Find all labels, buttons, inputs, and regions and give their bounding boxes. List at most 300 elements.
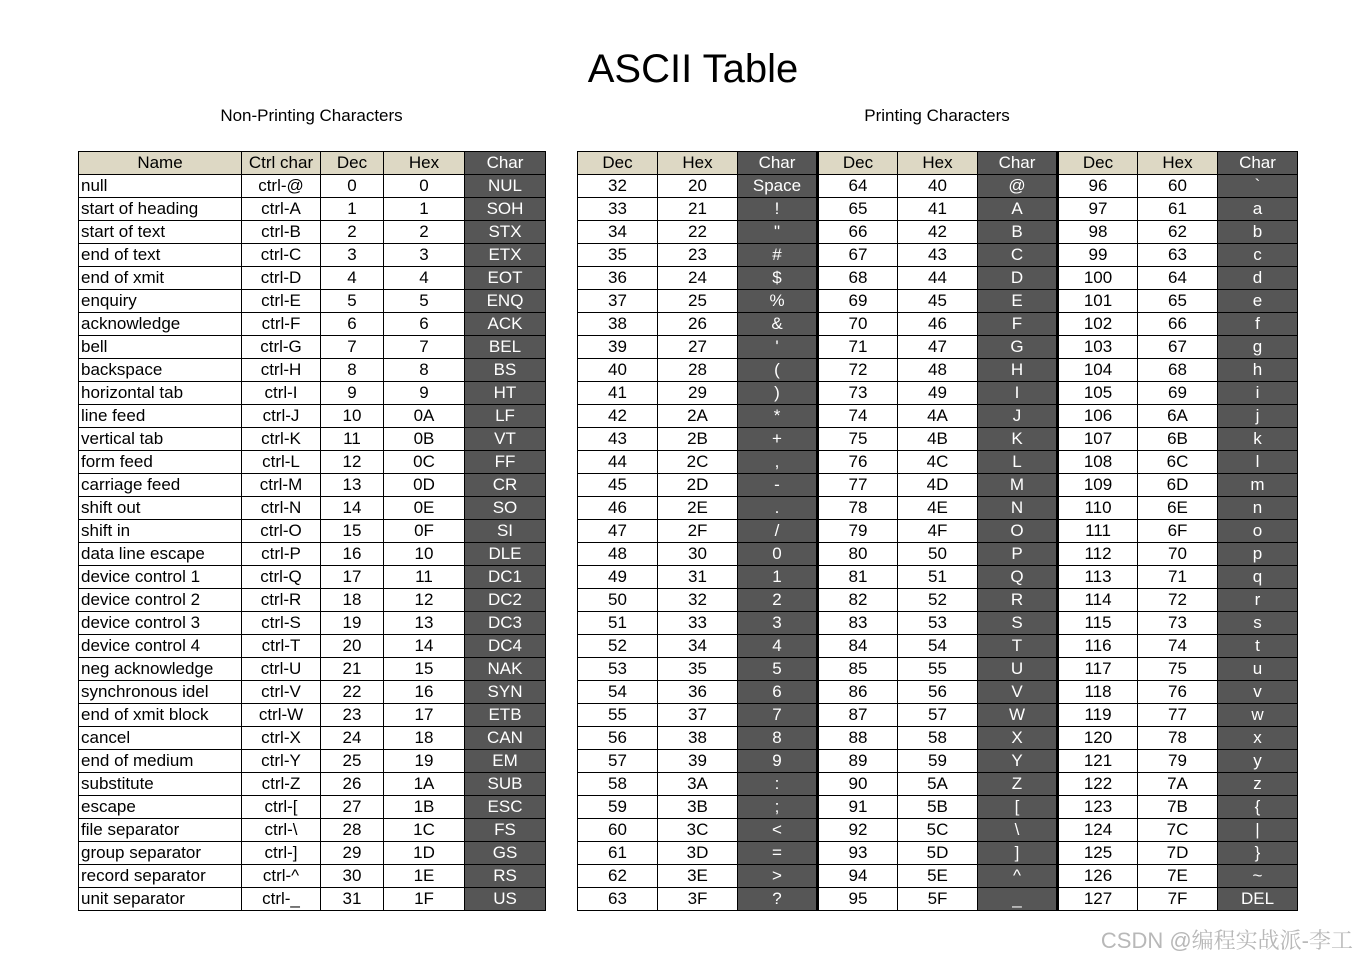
- cell-hex: 6A: [1138, 405, 1218, 428]
- cell-char: x: [1218, 727, 1298, 750]
- cell-dec: 57: [578, 750, 658, 773]
- cell-char: ': [738, 336, 818, 359]
- cell-ctrl-char: ctrl-\: [242, 819, 321, 842]
- table-row: [79, 888, 546, 911]
- cell-char: %: [738, 290, 818, 313]
- cell-dec: 12: [321, 451, 384, 474]
- cell-dec: 69: [818, 290, 898, 313]
- cell-char: DC3: [465, 612, 546, 635]
- cell-hex: 6F: [1138, 520, 1218, 543]
- cell-char: DC1: [465, 566, 546, 589]
- cell-name: end of xmit: [79, 267, 242, 290]
- cell-dec: 16: [321, 543, 384, 566]
- cell-dec: 118: [1058, 681, 1138, 704]
- cell-dec: 114: [1058, 589, 1138, 612]
- cell-dec: 82: [818, 589, 898, 612]
- cell-hex: 34: [658, 635, 738, 658]
- cell-dec: 65: [818, 198, 898, 221]
- cell-hex: 9: [384, 382, 465, 405]
- cell-dec: 22: [321, 681, 384, 704]
- cell-char: 8: [738, 727, 818, 750]
- cell-hex: 51: [898, 566, 978, 589]
- table-row: [79, 520, 546, 543]
- table-row: [578, 451, 1298, 474]
- cell-hex: 63: [1138, 244, 1218, 267]
- cell-hex: 7A: [1138, 773, 1218, 796]
- cell-hex: 7B: [1138, 796, 1218, 819]
- cell-hex: 47: [898, 336, 978, 359]
- cell-dec: 46: [578, 497, 658, 520]
- cell-hex: 38: [658, 727, 738, 750]
- cell-ctrl-char: ctrl-K: [242, 428, 321, 451]
- cell-dec: 31: [321, 888, 384, 911]
- cell-char: ": [738, 221, 818, 244]
- cell-hex: 75: [1138, 658, 1218, 681]
- cell-dec: 48: [578, 543, 658, 566]
- cell-hex: 6: [384, 313, 465, 336]
- cell-char: b: [1218, 221, 1298, 244]
- cell-dec: 67: [818, 244, 898, 267]
- cell-name: vertical tab: [79, 428, 242, 451]
- cell-name: device control 1: [79, 566, 242, 589]
- cell-dec: 55: [578, 704, 658, 727]
- cell-char: Space: [738, 175, 818, 198]
- cell-hex: 61: [1138, 198, 1218, 221]
- cell-ctrl-char: ctrl-M: [242, 474, 321, 497]
- cell-dec: 38: [578, 313, 658, 336]
- cell-char: /: [738, 520, 818, 543]
- cell-hex: 71: [1138, 566, 1218, 589]
- cell-char: N: [978, 497, 1058, 520]
- cell-hex: 78: [1138, 727, 1218, 750]
- cell-char: <: [738, 819, 818, 842]
- cell-hex: 0F: [384, 520, 465, 543]
- cell-dec: 14: [321, 497, 384, 520]
- cell-hex: 62: [1138, 221, 1218, 244]
- cell-dec: 64: [818, 175, 898, 198]
- cell-char: :: [738, 773, 818, 796]
- cell-hex: 25: [658, 290, 738, 313]
- header-hex: Hex: [898, 152, 978, 175]
- cell-char: Q: [978, 566, 1058, 589]
- cell-char: ?: [738, 888, 818, 911]
- cell-hex: 18: [384, 727, 465, 750]
- cell-hex: 57: [898, 704, 978, 727]
- header-dec: Dec: [321, 152, 384, 175]
- cell-hex: 58: [898, 727, 978, 750]
- cell-dec: 2: [321, 221, 384, 244]
- printing-table: [577, 151, 1298, 911]
- table-row: [578, 819, 1298, 842]
- cell-dec: 120: [1058, 727, 1138, 750]
- cell-char: EOT: [465, 267, 546, 290]
- cell-hex: 5E: [898, 865, 978, 888]
- cell-char: K: [978, 428, 1058, 451]
- cell-dec: 50: [578, 589, 658, 612]
- table-row: [79, 566, 546, 589]
- cell-char: g: [1218, 336, 1298, 359]
- table-row: [578, 543, 1298, 566]
- cell-hex: 52: [898, 589, 978, 612]
- cell-dec: 105: [1058, 382, 1138, 405]
- cell-char: A: [978, 198, 1058, 221]
- table-row: [79, 658, 546, 681]
- cell-char: 3: [738, 612, 818, 635]
- cell-dec: 6: [321, 313, 384, 336]
- header-hex: Hex: [1138, 152, 1218, 175]
- cell-name: end of xmit block: [79, 704, 242, 727]
- cell-name: end of medium: [79, 750, 242, 773]
- cell-dec: 40: [578, 359, 658, 382]
- cell-char: -: [738, 474, 818, 497]
- table-row: [578, 704, 1298, 727]
- table-row: [79, 681, 546, 704]
- cell-hex: 66: [1138, 313, 1218, 336]
- cell-ctrl-char: ctrl-E: [242, 290, 321, 313]
- cell-dec: 51: [578, 612, 658, 635]
- cell-dec: 123: [1058, 796, 1138, 819]
- table-row: [79, 405, 546, 428]
- cell-hex: 77: [1138, 704, 1218, 727]
- cell-dec: 106: [1058, 405, 1138, 428]
- cell-hex: 27: [658, 336, 738, 359]
- table-row: [79, 635, 546, 658]
- table-row: [79, 819, 546, 842]
- cell-dec: 83: [818, 612, 898, 635]
- printing-header-row: [578, 152, 1298, 175]
- cell-hex: 65: [1138, 290, 1218, 313]
- cell-hex: 40: [898, 175, 978, 198]
- cell-hex: 2F: [658, 520, 738, 543]
- cell-hex: 5C: [898, 819, 978, 842]
- cell-ctrl-char: ctrl-R: [242, 589, 321, 612]
- cell-dec: 61: [578, 842, 658, 865]
- cell-char: DC4: [465, 635, 546, 658]
- cell-ctrl-char: ctrl-D: [242, 267, 321, 290]
- table-row: [578, 290, 1298, 313]
- cell-dec: 104: [1058, 359, 1138, 382]
- cell-dec: 87: [818, 704, 898, 727]
- cell-dec: 86: [818, 681, 898, 704]
- cell-char: \: [978, 819, 1058, 842]
- cell-char: ]: [978, 842, 1058, 865]
- non-printing-table: [78, 151, 546, 911]
- cell-dec: 102: [1058, 313, 1138, 336]
- cell-char: BS: [465, 359, 546, 382]
- cell-hex: 6C: [1138, 451, 1218, 474]
- cell-dec: 41: [578, 382, 658, 405]
- cell-hex: 1E: [384, 865, 465, 888]
- cell-hex: 56: [898, 681, 978, 704]
- cell-char: L: [978, 451, 1058, 474]
- cell-dec: 32: [578, 175, 658, 198]
- cell-hex: 4B: [898, 428, 978, 451]
- table-row: [79, 497, 546, 520]
- table-row: [79, 589, 546, 612]
- cell-dec: 56: [578, 727, 658, 750]
- cell-char: 4: [738, 635, 818, 658]
- cell-hex: 4A: [898, 405, 978, 428]
- cell-char: n: [1218, 497, 1298, 520]
- table-row: [79, 451, 546, 474]
- header-char: Char: [465, 152, 546, 175]
- table-row: [578, 428, 1298, 451]
- cell-hex: 46: [898, 313, 978, 336]
- cell-dec: 90: [818, 773, 898, 796]
- cell-name: form feed: [79, 451, 242, 474]
- cell-name: carriage feed: [79, 474, 242, 497]
- cell-hex: 3C: [658, 819, 738, 842]
- cell-char: k: [1218, 428, 1298, 451]
- cell-hex: 1D: [384, 842, 465, 865]
- cell-hex: 1B: [384, 796, 465, 819]
- cell-hex: 41: [898, 198, 978, 221]
- cell-char: 9: [738, 750, 818, 773]
- cell-hex: 6B: [1138, 428, 1218, 451]
- cell-hex: 2D: [658, 474, 738, 497]
- cell-dec: 88: [818, 727, 898, 750]
- cell-char: G: [978, 336, 1058, 359]
- cell-hex: 0C: [384, 451, 465, 474]
- cell-char: o: [1218, 520, 1298, 543]
- cell-dec: 70: [818, 313, 898, 336]
- table-row: [79, 267, 546, 290]
- header-char: Char: [978, 152, 1058, 175]
- cell-name: device control 4: [79, 635, 242, 658]
- cell-char: M: [978, 474, 1058, 497]
- cell-dec: 23: [321, 704, 384, 727]
- cell-char: u: [1218, 658, 1298, 681]
- cell-dec: 100: [1058, 267, 1138, 290]
- cell-name: data line escape: [79, 543, 242, 566]
- cell-hex: 2: [384, 221, 465, 244]
- cell-dec: 7: [321, 336, 384, 359]
- cell-hex: 5: [384, 290, 465, 313]
- cell-dec: 0: [321, 175, 384, 198]
- cell-char: (: [738, 359, 818, 382]
- cell-char: X: [978, 727, 1058, 750]
- cell-dec: 9: [321, 382, 384, 405]
- cell-hex: 2C: [658, 451, 738, 474]
- cell-hex: 39: [658, 750, 738, 773]
- cell-hex: 74: [1138, 635, 1218, 658]
- cell-char: j: [1218, 405, 1298, 428]
- table-row: [79, 727, 546, 750]
- header-dec: Dec: [1058, 152, 1138, 175]
- table-row: [578, 313, 1298, 336]
- cell-hex: 76: [1138, 681, 1218, 704]
- cell-char: H: [978, 359, 1058, 382]
- cell-ctrl-char: ctrl-X: [242, 727, 321, 750]
- cell-char: f: [1218, 313, 1298, 336]
- cell-dec: 115: [1058, 612, 1138, 635]
- cell-hex: 64: [1138, 267, 1218, 290]
- cell-char: !: [738, 198, 818, 221]
- cell-char: $: [738, 267, 818, 290]
- cell-dec: 96: [1058, 175, 1138, 198]
- cell-dec: 37: [578, 290, 658, 313]
- cell-char: p: [1218, 543, 1298, 566]
- cell-hex: 30: [658, 543, 738, 566]
- cell-char: R: [978, 589, 1058, 612]
- cell-hex: 31: [658, 566, 738, 589]
- cell-ctrl-char: ctrl-Q: [242, 566, 321, 589]
- cell-dec: 10: [321, 405, 384, 428]
- table-row: [578, 520, 1298, 543]
- table-row: [79, 428, 546, 451]
- cell-ctrl-char: ctrl-H: [242, 359, 321, 382]
- cell-hex: 28: [658, 359, 738, 382]
- cell-hex: 67: [1138, 336, 1218, 359]
- cell-dec: 93: [818, 842, 898, 865]
- cell-char: ): [738, 382, 818, 405]
- cell-dec: 68: [818, 267, 898, 290]
- cell-char: B: [978, 221, 1058, 244]
- cell-dec: 28: [321, 819, 384, 842]
- table-row: [79, 750, 546, 773]
- cell-char: w: [1218, 704, 1298, 727]
- cell-ctrl-char: ctrl-S: [242, 612, 321, 635]
- cell-hex: 42: [898, 221, 978, 244]
- cell-char: ESC: [465, 796, 546, 819]
- cell-char: V: [978, 681, 1058, 704]
- table-row: [578, 474, 1298, 497]
- table-row: [578, 589, 1298, 612]
- table-row: [79, 175, 546, 198]
- cell-hex: 55: [898, 658, 978, 681]
- cell-char: a: [1218, 198, 1298, 221]
- cell-hex: 3B: [658, 796, 738, 819]
- table-row: [578, 566, 1298, 589]
- cell-dec: 62: [578, 865, 658, 888]
- cell-hex: 6E: [1138, 497, 1218, 520]
- cell-name: backspace: [79, 359, 242, 382]
- cell-hex: 3: [384, 244, 465, 267]
- cell-char: {: [1218, 796, 1298, 819]
- table-row: [578, 681, 1298, 704]
- cell-dec: 80: [818, 543, 898, 566]
- cell-char: ,: [738, 451, 818, 474]
- cell-dec: 15: [321, 520, 384, 543]
- cell-dec: 92: [818, 819, 898, 842]
- cell-hex: 49: [898, 382, 978, 405]
- cell-name: shift in: [79, 520, 242, 543]
- cell-hex: 0: [384, 175, 465, 198]
- cell-hex: 4F: [898, 520, 978, 543]
- cell-hex: 36: [658, 681, 738, 704]
- table-row: [578, 865, 1298, 888]
- cell-dec: 36: [578, 267, 658, 290]
- cell-hex: 50: [898, 543, 978, 566]
- header-hex: Hex: [384, 152, 465, 175]
- cell-char: GS: [465, 842, 546, 865]
- cell-char: z: [1218, 773, 1298, 796]
- cell-name: start of text: [79, 221, 242, 244]
- header-ctrl-char: Ctrl char: [242, 152, 321, 175]
- cell-name: enquiry: [79, 290, 242, 313]
- cell-dec: 109: [1058, 474, 1138, 497]
- cell-hex: 0B: [384, 428, 465, 451]
- cell-hex: 4E: [898, 497, 978, 520]
- cell-char: h: [1218, 359, 1298, 382]
- cell-char: E: [978, 290, 1058, 313]
- cell-char: SI: [465, 520, 546, 543]
- cell-name: horizontal tab: [79, 382, 242, 405]
- page-title: ASCII Table: [587, 47, 799, 91]
- cell-hex: 3E: [658, 865, 738, 888]
- cell-hex: 70: [1138, 543, 1218, 566]
- cell-char: J: [978, 405, 1058, 428]
- cell-char: 0: [738, 543, 818, 566]
- table-row: [79, 773, 546, 796]
- cell-dec: 77: [818, 474, 898, 497]
- cell-char: W: [978, 704, 1058, 727]
- cell-name: neg acknowledge: [79, 658, 242, 681]
- cell-dec: 34: [578, 221, 658, 244]
- cell-hex: 29: [658, 382, 738, 405]
- cell-hex: 11: [384, 566, 465, 589]
- table-row: [79, 382, 546, 405]
- cell-char: S: [978, 612, 1058, 635]
- cell-dec: 24: [321, 727, 384, 750]
- cell-hex: 4D: [898, 474, 978, 497]
- table-row: [578, 635, 1298, 658]
- cell-char: |: [1218, 819, 1298, 842]
- table-row: [79, 704, 546, 727]
- cell-dec: 81: [818, 566, 898, 589]
- cell-char: T: [978, 635, 1058, 658]
- cell-dec: 8: [321, 359, 384, 382]
- cell-char: e: [1218, 290, 1298, 313]
- table-row: [578, 244, 1298, 267]
- cell-ctrl-char: ctrl-Y: [242, 750, 321, 773]
- cell-name: synchronous idel: [79, 681, 242, 704]
- table-row: [578, 727, 1298, 750]
- table-row: [79, 313, 546, 336]
- cell-hex: 7C: [1138, 819, 1218, 842]
- cell-hex: 1F: [384, 888, 465, 911]
- table-row: [578, 796, 1298, 819]
- cell-hex: 45: [898, 290, 978, 313]
- cell-dec: 79: [818, 520, 898, 543]
- cell-char: LF: [465, 405, 546, 428]
- cell-dec: 85: [818, 658, 898, 681]
- cell-dec: 19: [321, 612, 384, 635]
- cell-hex: 0A: [384, 405, 465, 428]
- cell-hex: 43: [898, 244, 978, 267]
- cell-char: CAN: [465, 727, 546, 750]
- cell-hex: 4C: [898, 451, 978, 474]
- cell-ctrl-char: ctrl-F: [242, 313, 321, 336]
- cell-dec: 54: [578, 681, 658, 704]
- cell-hex: 7: [384, 336, 465, 359]
- cell-char: Z: [978, 773, 1058, 796]
- cell-hex: 2A: [658, 405, 738, 428]
- cell-dec: 53: [578, 658, 658, 681]
- cell-char: .: [738, 497, 818, 520]
- cell-char: ^: [978, 865, 1058, 888]
- cell-char: HT: [465, 382, 546, 405]
- cell-char: @: [978, 175, 1058, 198]
- cell-hex: 26: [658, 313, 738, 336]
- cell-dec: 101: [1058, 290, 1138, 313]
- cell-hex: 0D: [384, 474, 465, 497]
- cell-char: 5: [738, 658, 818, 681]
- cell-dec: 60: [578, 819, 658, 842]
- cell-char: EM: [465, 750, 546, 773]
- cell-dec: 124: [1058, 819, 1138, 842]
- cell-dec: 119: [1058, 704, 1138, 727]
